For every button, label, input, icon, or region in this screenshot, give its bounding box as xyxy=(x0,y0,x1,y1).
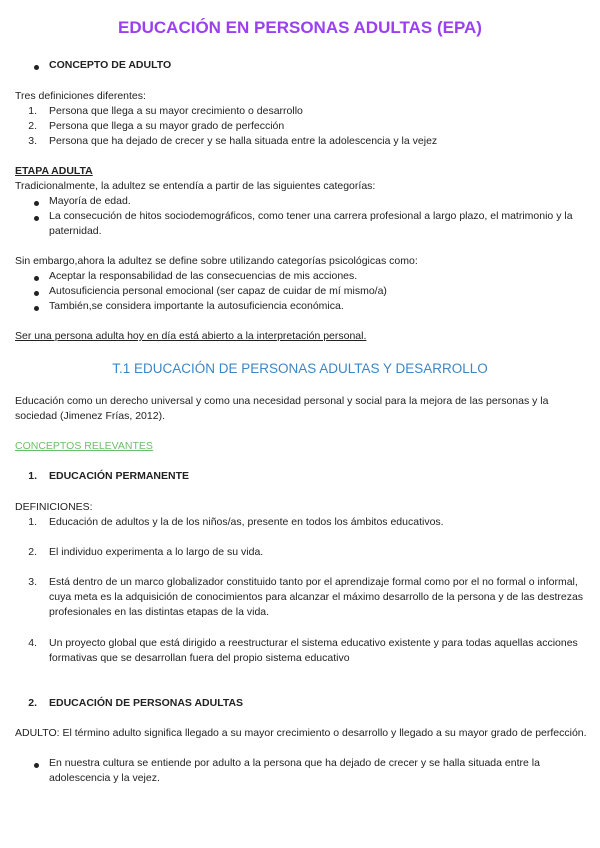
t1-intro: Educación como un derecho universal y como una necesidad personal y social para la mejora de las personas y la sociedad (Jimenez Frías, 2012). xyxy=(15,395,549,422)
list-number: 3. xyxy=(28,135,37,147)
sec1-label: DEFINICIONES: xyxy=(15,501,93,513)
etapa-heading: ETAPA ADULTA xyxy=(15,165,93,177)
list-number: 2. xyxy=(28,546,37,558)
list-number: 4. xyxy=(28,637,37,649)
sec1-heading: EDUCACIÓN PERMANENTE xyxy=(49,470,190,482)
bullet-dot xyxy=(34,306,39,311)
etapa-item2-1: Aceptar la responsabilidad de las consecuencias de mis acciones. xyxy=(49,270,358,282)
document-title: EDUCACIÓN EN PERSONAS ADULTAS (EPA) xyxy=(118,18,482,37)
sec1-item-2: El individuo experimenta a lo largo de su vida. xyxy=(49,546,264,558)
etapa-closing: Ser una persona adulta hoy en día está abierto a la interpretación personal. xyxy=(15,330,367,342)
section-number: 2. xyxy=(28,697,37,709)
etapa-item-2: La consecución de hitos sociodemográficos, como tener una carrera profesional a largo plazo, el matrimonio y la paternidad. xyxy=(49,210,573,237)
section-number: 1. xyxy=(28,470,37,482)
t1-heading: T.1 EDUCACIÓN DE PERSONAS ADULTAS Y DESARROLLO xyxy=(112,361,488,376)
concepto-item-2: Persona que llega a su mayor grado de perfección xyxy=(49,120,285,132)
sec1-item-4: Un proyecto global que está dirigido a reestructurar el sistema educativo existente y para todas aquellas acciones formativas que se desarrollan fuera del propio sistema educativo xyxy=(49,637,578,664)
etapa-intro-2: Sin embargo,ahora la adultez se define sobre utilizando categorías psicológicas como: xyxy=(15,255,418,267)
etapa-item2-2: Autosuficiencia personal emocional (ser capaz de cuidar de mí mismo/a) xyxy=(49,285,387,297)
list-number: 2. xyxy=(28,120,37,132)
concepto-intro: Tres definiciones diferentes: xyxy=(15,90,146,102)
concepto-heading: CONCEPTO DE ADULTO xyxy=(49,59,172,71)
sec2-bullet: En nuestra cultura se entiende por adulto a la persona que ha dejado de crecer y se halla situada entre la adolescencia y la vejez. xyxy=(49,757,540,784)
sec1-item-3: Está dentro de un marco globalizador constituido tanto por el aprendizaje formal como por el no formal o informal, cuya meta es la adquisición de conocimientos para alcanzar el máximo desarrollo de la persona y de las destrezas profesionales en las distintas etapas de la vida. xyxy=(49,576,584,618)
sec1-item-1: Educación de adultos y la de los niños/as, presente en todos los ámbitos educativos. xyxy=(49,516,444,528)
sec2-definition: ADULTO: El término adulto significa llegado a su mayor crecimiento o desarrollo y llegado a su mayor grado de perfección. xyxy=(15,727,587,739)
sec2-heading: EDUCACIÓN DE PERSONAS ADULTAS xyxy=(49,697,244,709)
list-number: 1. xyxy=(28,105,37,117)
bullet-dot xyxy=(34,65,39,70)
conceptos-relevantes-link[interactable]: CONCEPTOS RELEVANTES xyxy=(15,440,153,452)
concepto-item-3: Persona que ha dejado de crecer y se halla situada entre la adolescencia y la vejez xyxy=(49,135,438,147)
etapa-item-1: Mayoría de edad. xyxy=(49,195,131,207)
etapa-intro: Tradicionalmente, la adultez se entendía a partir de las siguientes categorías: xyxy=(15,180,376,192)
bullet-dot xyxy=(34,276,39,281)
concepto-item-1: Persona que llega a su mayor crecimiento o desarrollo xyxy=(49,105,303,117)
bullet-dot xyxy=(34,291,39,296)
bullet-dot xyxy=(34,201,39,206)
list-number: 3. xyxy=(28,576,37,588)
bullet-dot xyxy=(34,763,39,768)
list-number: 1. xyxy=(28,516,37,528)
bullet-dot xyxy=(34,216,39,221)
etapa-item2-3: También,se considera importante la autosuficiencia económica. xyxy=(49,300,344,312)
